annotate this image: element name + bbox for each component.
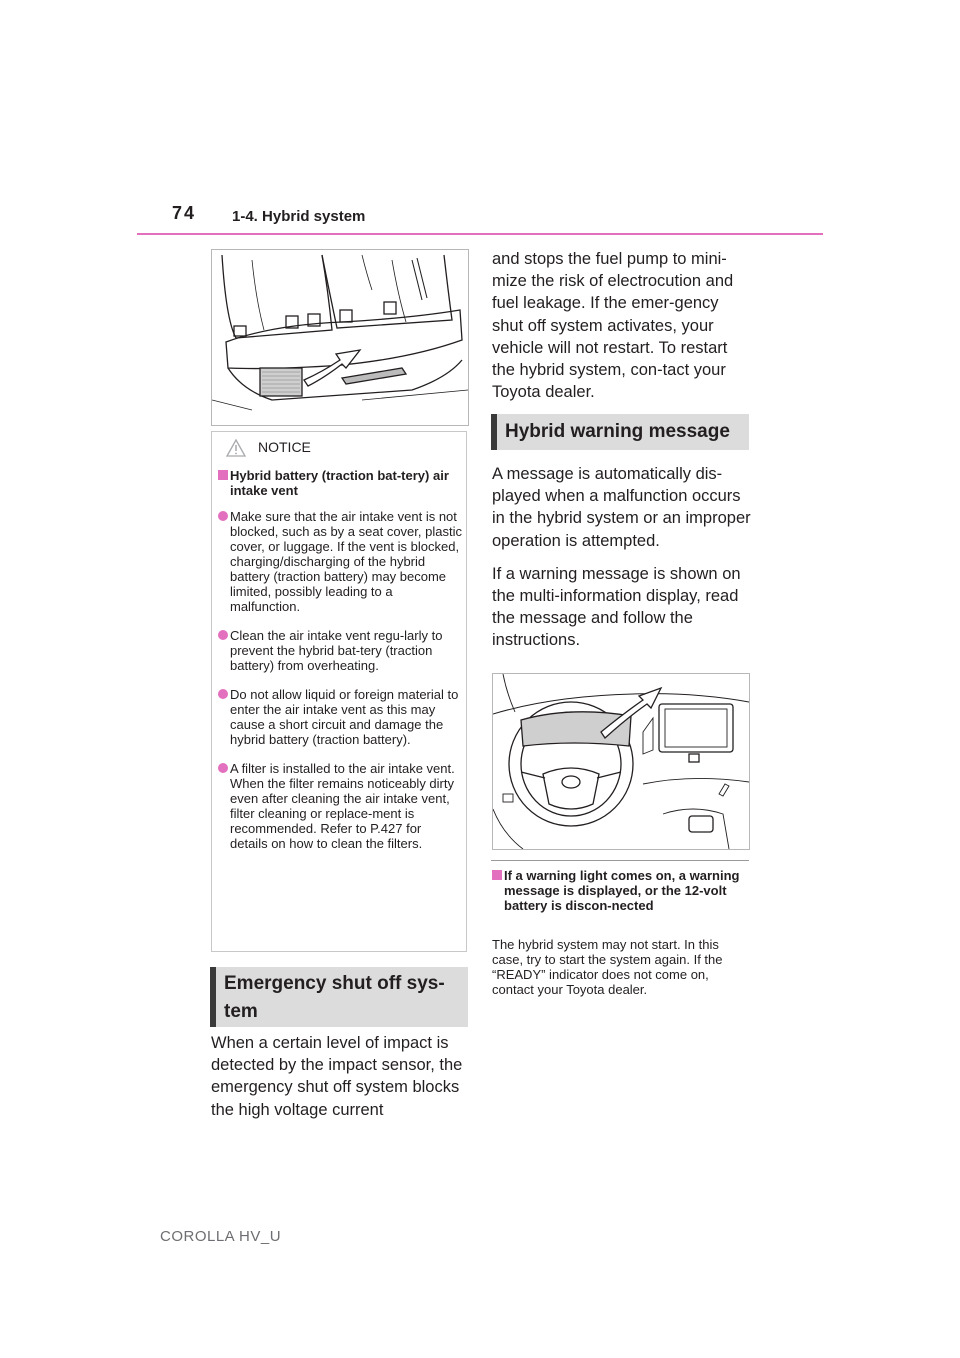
notice-header bbox=[212, 432, 466, 462]
round-bullet-icon bbox=[218, 763, 228, 773]
notice-body bbox=[218, 468, 462, 865]
section-title: 1-4. Hybrid system bbox=[232, 208, 366, 225]
page-number: 74 bbox=[172, 203, 197, 223]
hybrid-warning-text bbox=[492, 463, 754, 663]
warning-subheading: If a warning light comes on, a warning message is displayed, or the 12-volt battery is discon-nected bbox=[492, 868, 750, 913]
notice-item: Make sure that the air intake vent is not blocked, such as by a seat cover, plastic cover, or luggage. If the vent is blocked, charging/discharging of the hybrid battery (traction battery) may become limited, possibly leading to a malfunction. bbox=[218, 509, 462, 614]
footer-model: COROLLA HV_U bbox=[160, 1228, 282, 1245]
emergency-shutoff-text-continued: and stops the fuel pump to mini-mize the risk of electrocution and fuel leakage. If the emer-gency shut off system activates, your vehicle will not restart. To restart the hybrid system, con-tact your Toyota dealer. bbox=[492, 250, 734, 402]
notice-box bbox=[211, 431, 467, 952]
paragraph: If a warning message is shown on the multi-information display, read the message and follow the instructions. bbox=[492, 564, 741, 650]
rear-seat-vent-illustration bbox=[211, 249, 469, 426]
square-bullet-icon bbox=[218, 470, 228, 480]
notice-title: NOTICE bbox=[258, 439, 311, 455]
round-bullet-icon bbox=[218, 689, 228, 699]
notice-item: Clean the air intake vent regu-larly to prevent the hybrid bat-tery (traction battery) from overheating. bbox=[218, 628, 462, 673]
hybrid-warning-heading: Hybrid warning message bbox=[491, 414, 749, 450]
paragraph: A message is automatically dis-played when a malfunction occurs in the hybrid system or an improper operation is attempted. bbox=[492, 465, 751, 550]
warning-triangle-icon bbox=[225, 438, 247, 458]
round-bullet-icon bbox=[218, 511, 228, 521]
square-bullet-icon bbox=[492, 870, 502, 880]
header-rule bbox=[137, 233, 823, 235]
notice-item: A filter is installed to the air intake vent. When the filter remains noticeably dirty even after cleaning the air intake vent, filter cleaning or replace-ment is recommended. Refer to P.427 for details on how to clean the filters. bbox=[218, 761, 462, 851]
divider bbox=[491, 860, 749, 861]
emergency-shutoff-text: When a certain level of impact is detected by the impact sensor, the emergency shut off system blocks the high voltage current bbox=[211, 1034, 463, 1119]
notice-heading: Hybrid battery (traction bat-tery) air intake vent bbox=[218, 468, 462, 498]
notice-item: Do not allow liquid or foreign material to enter the air intake vent as this may cause a short circuit and damage the hybrid battery (traction battery). bbox=[218, 687, 462, 747]
dashboard-display-illustration bbox=[492, 673, 750, 850]
emergency-shutoff-heading: Emergency shut off sys-tem bbox=[210, 967, 468, 1027]
round-bullet-icon bbox=[218, 630, 228, 640]
warning-subtext: The hybrid system may not start. In this case, try to start the system again. If the “READY” indicator does not come on, contact your Toyota dealer. bbox=[492, 937, 723, 997]
